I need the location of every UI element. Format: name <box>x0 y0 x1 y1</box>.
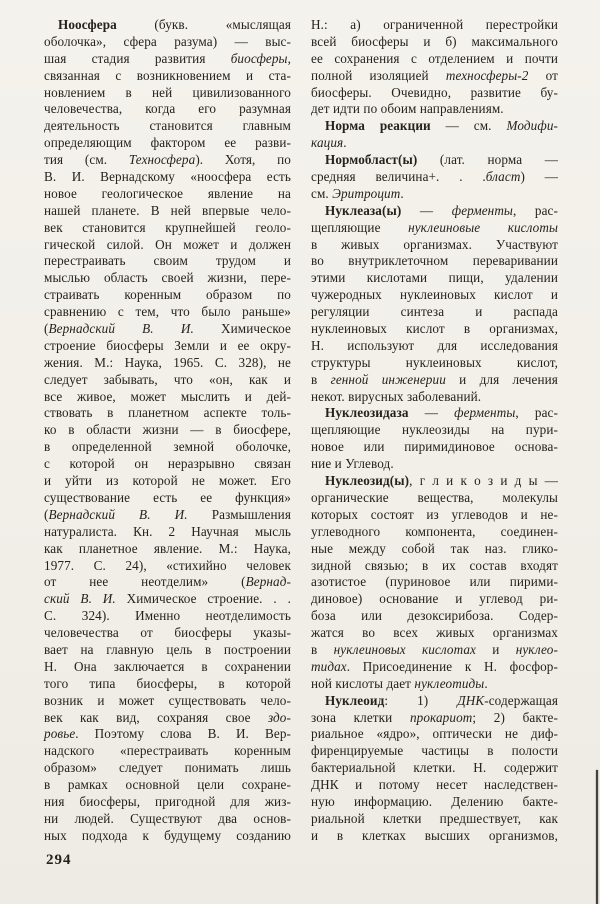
text-line: азотистое (пуриновое или пирими- <box>311 574 558 590</box>
text-line: строение биосферы Земли и ее окру- <box>44 337 291 353</box>
text-line: новлением в ней цивилизованного <box>44 84 291 100</box>
text-line: ее сохранения с отделением и почти <box>311 50 558 66</box>
text-line: Норма реакции — см. Модифи- <box>325 118 558 134</box>
text-line: Нуклеозид(ы), г л и к о з и д ы — <box>325 473 558 489</box>
text-line: связанная с возникновением и ста- <box>44 67 291 83</box>
text-line: перестраивать своим трудом и <box>44 253 291 269</box>
text-line: некот. вирусных заболеваний. <box>311 388 482 404</box>
text-line: человечества от биосферы указы- <box>44 625 291 641</box>
text-line: всей биосферы и б) максимального <box>311 33 558 49</box>
text-line: определяющим фактором ее разви- <box>44 135 291 151</box>
text-line: в живых организмах. Участвуют <box>311 236 558 252</box>
text-line: ния биосферы, пригодной для жиз- <box>44 793 291 809</box>
text-line: Нуклеозидаза — ферменты, рас- <box>325 405 558 421</box>
text-line: Нуклеаза(ы) — ферменты, рас- <box>325 202 558 218</box>
text-line: полной изоляцией техносферы-2 от <box>311 67 559 83</box>
text-line: в определенной земной оболочке, <box>44 439 291 455</box>
text-line: боза или дезоксирибоза. Содер- <box>311 608 558 624</box>
text-line: тидах. Присоединение к Н. фосфор- <box>311 658 558 674</box>
right-column <box>311 17 558 845</box>
text-line: оболочка», сфера разума) — выс- <box>44 33 291 49</box>
text-line: ский В. И. Химическое строение. . . <box>44 591 291 607</box>
text-line: (Вернадский В. И. Размышления <box>44 506 291 522</box>
text-line: ных подхода к будущему созданию <box>44 827 291 843</box>
text-line: мыслью область своей жизни, пере- <box>44 270 291 286</box>
text-line: вает на главную цель в построении <box>44 641 291 657</box>
text-line: гической силой. Он может и должен <box>44 236 291 252</box>
text-line: ни людей. Существуют два основ- <box>44 810 291 826</box>
text-line: в нуклеиновых кислотах и нуклео- <box>311 641 558 657</box>
text-line: чужеродных нуклеиновых кислот и <box>311 287 558 303</box>
text-line: во внутриклеточном переваривании <box>311 253 558 269</box>
scan-edge-line <box>596 770 598 904</box>
text-line: Н.: а) ограниченной перестройки <box>311 17 558 32</box>
left-column <box>44 17 291 845</box>
text-line: фиренцируемые частицы в полости <box>311 743 558 759</box>
text-line: диновое) основание и углевод ри- <box>311 591 558 607</box>
text-line: ровье. Поэтому слова В. И. Вер- <box>44 726 291 742</box>
text-line: новое геологическое явление на <box>44 185 291 201</box>
text-line: следует забывать, что «он, как и <box>44 371 291 387</box>
text-line: кация. <box>311 135 347 151</box>
text-line: бактериальной клетки. Н. содержит <box>311 760 558 776</box>
text-line: существование есть ее функция» <box>44 489 291 505</box>
text-line: риальное «ядро», оптически не диф- <box>311 726 558 742</box>
text-line: ную информацию. Делению бакте- <box>311 793 558 809</box>
text-line: ствовать в планетном аспекте толь- <box>44 405 291 421</box>
text-line: С. 324). Именно неотделимость <box>44 608 291 624</box>
text-line: ДНК и потому несет наследствен- <box>311 777 558 793</box>
text-line: страивать коренным образом по <box>44 287 291 303</box>
text-line: Нуклеоид: 1) ДНК-содержащая <box>325 692 558 708</box>
text-line: средняя величина+. . .бласт) — <box>311 169 558 185</box>
text-line: и уйти из которой не может. Его <box>44 473 291 489</box>
text-line: щепляющие нуклеиновые кислоты <box>311 219 558 235</box>
text-line: (Вернадский В. И. Химическое <box>44 321 291 337</box>
text-line: 1977. С. 24), «стихийно человек <box>44 557 291 573</box>
text-line: Н. используют для исследования <box>311 337 558 353</box>
text-line: человечества, когда его разумная <box>44 101 291 117</box>
text-line: ние и Углевод. <box>311 456 394 472</box>
text-line: от нее неотделим» (Вернад- <box>44 574 291 590</box>
text-line: ко в области жизни — в биосфере, <box>44 422 291 438</box>
text-line: сравнению с тем, что было раньше» <box>44 304 291 320</box>
text-line: в рамках основной цели сохране- <box>44 777 291 793</box>
text-line: органические вещества, молекулы <box>311 489 558 505</box>
text-line: зона клетки прокариот; 2) бакте- <box>311 709 558 725</box>
text-line: с которой он неразрывно связан <box>44 456 291 472</box>
text-line: нашей планете. В ней впервые чело- <box>44 202 291 218</box>
text-line: Нормобласт(ы) (лат. норма — <box>325 152 558 168</box>
text-line: ной кислоты дает нуклеотиды. <box>311 675 488 691</box>
text-line: жатся во всех живых организмах <box>311 625 558 641</box>
page-number: 294 <box>46 852 72 868</box>
text-line: Н. Она заключается в сохранении <box>44 658 291 674</box>
text-line: того типа биосферы, в которой <box>44 675 291 691</box>
text-line: тия (см. Техносфера). Хотя, по <box>44 152 291 168</box>
text-line: все живое, может мыслить и дей- <box>44 388 291 404</box>
text-line: шая стадия развития биосферы, <box>44 50 291 66</box>
text-line: см. Эритроцит. <box>311 185 404 201</box>
text-line: надского «перестраивать коренным <box>44 743 291 759</box>
text-line: век как вид, сохраняя свое здо- <box>44 709 291 725</box>
text-line: этими кислотами пищи, удалении <box>311 270 558 286</box>
text-line: В. И. Вернадскому «ноосфера есть <box>44 169 291 185</box>
text-line: биосферы. Очевидно, развитие бу- <box>311 84 558 100</box>
text-line: углеводного компонента, соединен- <box>311 523 558 539</box>
text-line: жения. М.: Наука, 1965. С. 328), не <box>44 354 291 370</box>
text-line: Ноосфера (букв. «мыслящая <box>58 17 291 32</box>
text-line: ные между собой так наз. глико- <box>311 540 558 556</box>
text-line: новое или пиримидиновое основа- <box>311 439 558 455</box>
text-line: и в клетках высших организмов, <box>311 827 558 843</box>
text-line: образом» следует понимать лишь <box>44 760 291 776</box>
text-line: в генной инженерии и для лечения <box>311 371 558 387</box>
text-line: натуралиста. Кн. 2 Научная мысль <box>44 523 291 539</box>
text-line: которых состоят из углеводов и не- <box>311 506 558 522</box>
text-line: дет идти по обоим направлениям. <box>311 101 504 117</box>
text-line: как планетное явление. М.: Наука, <box>44 540 291 556</box>
text-line: структуры нуклеиновых кислот, <box>311 354 558 370</box>
text-line: риальной клетки предшествует, как <box>311 810 558 826</box>
text-line: щепляющие нуклеозиды на пури- <box>311 422 558 438</box>
text-line: нуклеиновых кислот в организмах, <box>311 321 558 337</box>
text-line: век становится крупнейшей геоло- <box>44 219 291 235</box>
text-line: регуляции синтеза и распада <box>311 304 558 320</box>
text-line: деятельность становится главным <box>44 118 291 134</box>
text-line: зидной связью; в их состав входят <box>311 557 558 573</box>
text-line: возник и может существовать чело- <box>44 692 291 708</box>
